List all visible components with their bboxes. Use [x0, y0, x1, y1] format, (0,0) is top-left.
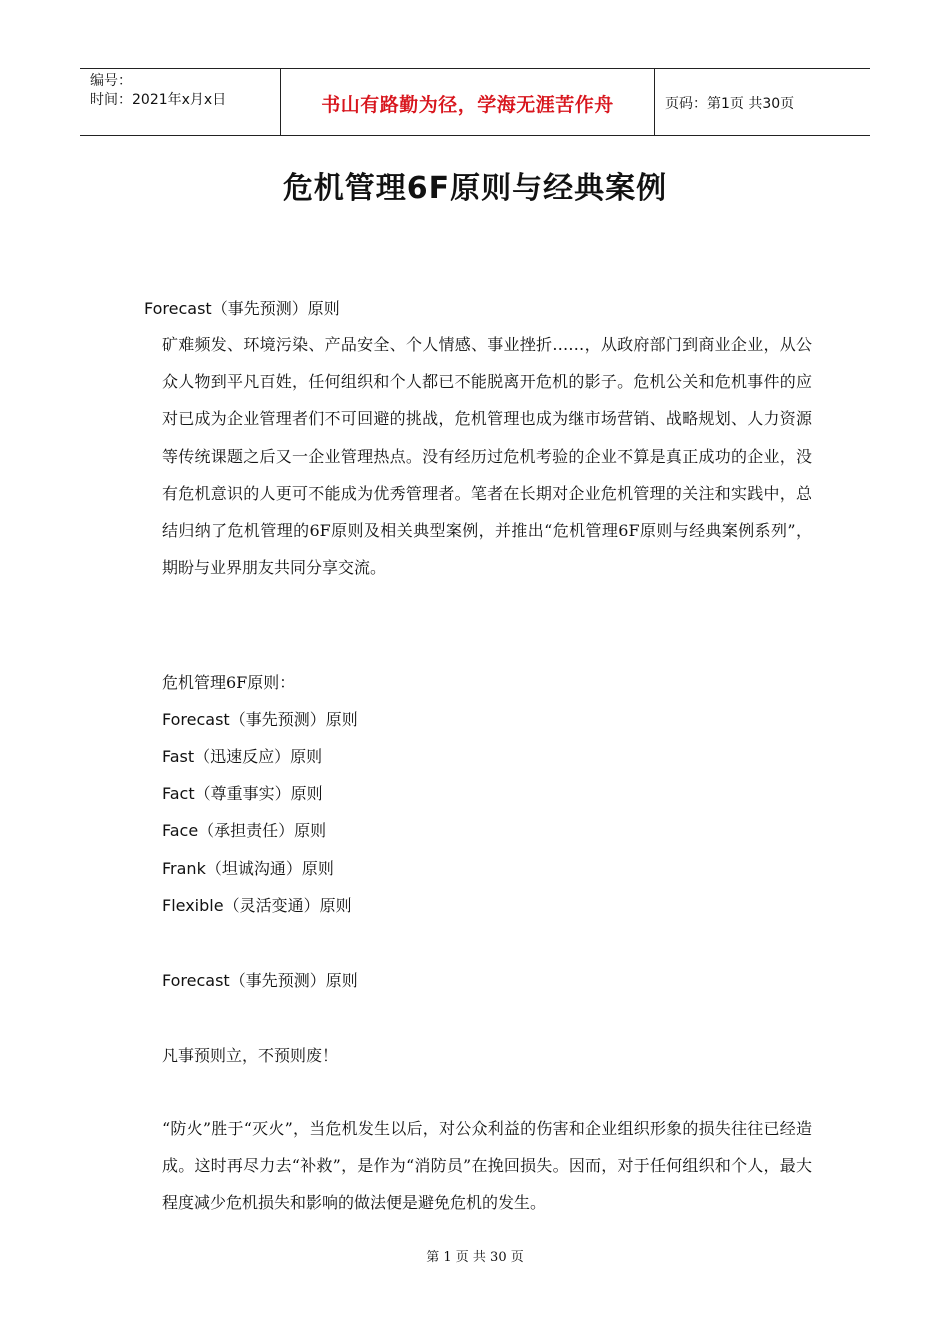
header-motto: 书山有路勤为径，学海无涯苦作舟	[321, 93, 614, 116]
closing-paragraph: “防火”胜于“灭火”，当危机发生以后，对公众利益的伤害和企业组织形象的损失往往已经造成。这时再尽力去“补救”，是作为“消防员”在挽回损失。因而，对于任何组织和个人，最大程度减少危机损失和影响的做法便是避免危机的发生。	[162, 1119, 812, 1213]
principles-heading: 危机管理6F原则：	[162, 673, 296, 692]
principle-item: Fast（迅速反应）原则	[162, 747, 323, 766]
header-meta-cell	[80, 69, 281, 135]
document-number-label: 编号：	[90, 73, 132, 89]
intro-paragraph: 矿难频发、环境污染、产品安全、个人情感、事业挫折……，从政府部门到商业企业，从公众人物到平凡百姓，任何组织和个人都已不能脱离开危机的影子。危机公关和危机事件的应对已成为企业管理者们不可回避的挑战，危机管理也成为继市场营销、战略规划、人力资源等传统课题之后又一企业管理热点。没有经历过危机考验的企业不算是真正成功的企业，没有危机意识的人更可不能成为优秀管理者。笔者在长期对企业危机管理的关注和实践中，总结归纳了危机管理的6F原则及相关典型案例，并推出“危机管理6F原则与经典案例系列”，期盼与业界朋友共同分享交流。	[162, 335, 812, 578]
document-time-label: 时间：2021年x月x日	[90, 92, 227, 108]
header-table	[80, 68, 870, 136]
principle-item: Flexible（灵活变通）原则	[162, 896, 352, 915]
forecast-heading: Forecast（事先预测）原则	[162, 971, 358, 990]
header-page-cell	[655, 69, 870, 135]
principle-item: Face（承担责任）原则	[162, 821, 327, 840]
document-title: 危机管理6F原则与经典案例	[282, 171, 668, 206]
principle-item: Frank（坦诚沟通）原则	[162, 859, 334, 878]
header-page-info: 页码：第1页 共30页	[665, 96, 795, 112]
proverb: 凡事预则立，不预则废！	[162, 1046, 339, 1065]
principle-item: Fact（尊重事实）原则	[162, 784, 323, 803]
header-motto-cell	[281, 69, 655, 135]
section-heading: Forecast（事先预测）原则	[144, 299, 340, 318]
principle-item: Forecast（事先预测）原则	[162, 710, 358, 729]
page-footer: 第 1 页 共 30 页	[426, 1250, 524, 1265]
